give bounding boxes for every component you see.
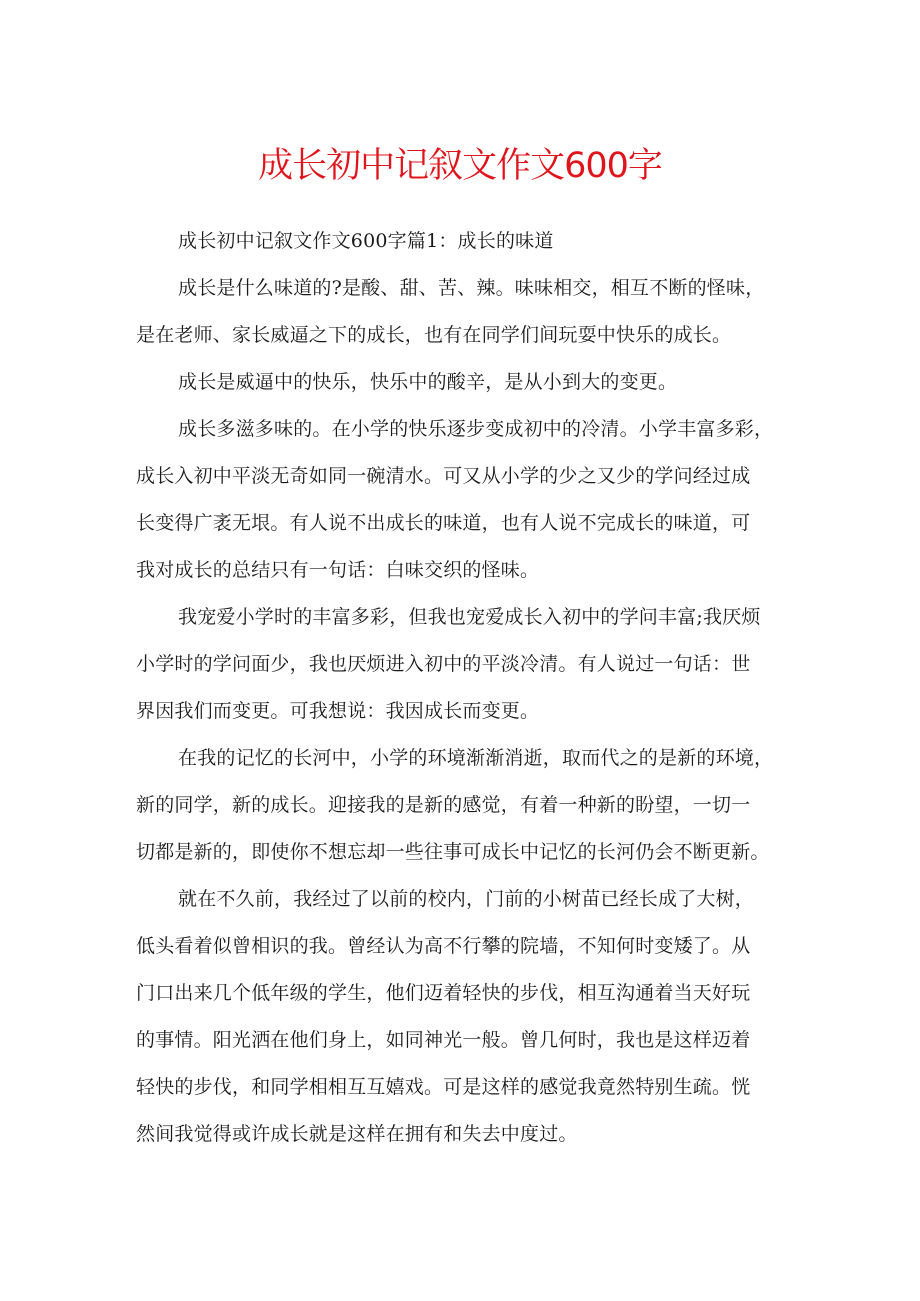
- paragraph: 成长多滋多味的。在小学的快乐逐步变成初中的冷清。小学丰富多彩， 成长入初中平淡无奇如同一碗清水。可又从小学的少之又少的学问经过成 长变得广袤无垠。有人说不出成长的味道，也有人说不完成长的味道，可 我对成长的总结只有一句话：白味交织的怪味。: [136, 418, 774, 581]
- paragraph: 成长是什么味道的?是酸、甜、苦、辣。味味相交，相互不断的怪味， 是在老师、家长威逼之下的成长，也有在同学们间玩耍中快乐的成长。: [136, 277, 765, 346]
- paragraph: 我宠爱小学时的丰富多彩，但我也宠爱成长入初中的学问丰富;我厌烦 小学时的学问面少，我也厌烦进入初中的平淡冷清。有人说过一句话：世 界因我们而变更。可我想说：我因成长而变更。: [136, 606, 761, 722]
- paragraph: 就在不久前，我经过了以前的校内，门前的小树苗已经长成了大树， 低头看着似曾相识的我。曾经认为高不行攀的院墙，不知何时变矮了。从 门口出来几个低年级的学生，他们迈着轻快的步伐，相互沟通着当天好玩 的事情。阳光洒在他们身上，如同神光一般。曾几何时，我也是这样迈着 轻快的步伐，和同学相相互互嬉戏。可是这样的感觉我竟然特别生疏。恍 然间我觉得或许成长就是这样在拥有和失去中度过。: [136, 888, 755, 1145]
- document-title: 成长初中记叙文作文600字: [258, 146, 662, 186]
- paragraph: 成长是威逼中的快乐，快乐中的酸辛，是从小到大的变更。: [178, 371, 678, 393]
- document-body: [136, 218, 792, 1158]
- paragraph-subtitle: 成长初中记叙文作文600字篇1：成长的味道: [178, 230, 554, 252]
- paragraph: 在我的记忆的长河中，小学的环境渐渐消逝，取而代之的是新的环境， 新的同学，新的成长。迎接我的是新的感觉，有着一种新的盼望，一切一 切都是新的，即使你不想忘却一些往事可成长中记忆的长河仍会不断更新。: [136, 747, 774, 863]
